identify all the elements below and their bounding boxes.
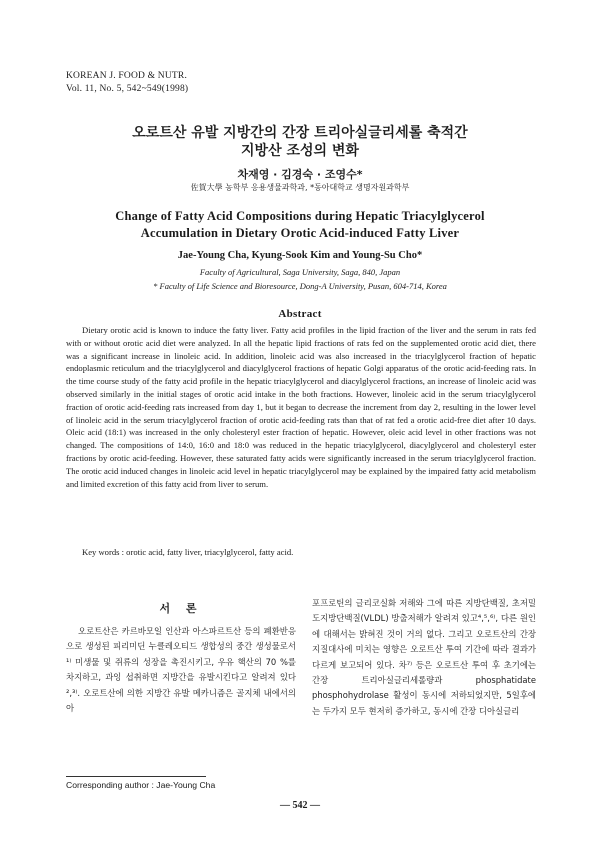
introduction-right-column: 포프로틴의 글리코실화 저해와 그에 따른 지방단백질, 초저밀도지방단백질(VLDL) 방출저해가 알려져 있고⁴,⁵,⁶⁾, 다른 원인에 대해서는 밝혀진 것이 거의 없다. 그리고 오로트산의 간장 지질대사에 미치는 영향은 오로트산 투여 기간에 따라 결과가 다르게 보고되어 있다. 차⁷⁾ 등은 오로트산 투여 후 초기에는 간장 트리아실글리세롤량과 phosphatidate phosphohydrolase 활성이 동시에 저하되었지만, 5일후에는 두가지 모두 현저히 증가하고, 동시에 간장 디아실글리 xyxy=(312,598,536,716)
english-affiliation-2: * Faculty of Life Science and Bioresource, Dong-A University, Pusan, 604-714, Korea xyxy=(153,281,447,291)
korean-authors: 차재영 · 김경숙 · 조영수* xyxy=(237,168,363,181)
introduction-left-column: 오로트산은 카르바모일 인산과 아스파르트산 등의 폐환반응으로 생성된 피리미딘 누클레오티드 생합성의 중간 생성물로서¹⁾ 미생물 및 쥐류의 성장을 촉진시키고, 우유 핵산의 70 %를 차지하고, 과잉 섭취하면 지방간을 유발시킨다고 알려져 있다²,³⁾. 오로트산에 의한 지방간 유발 메카니즘은 골지체 내에서의 아 xyxy=(66,626,296,714)
keywords: Key words : orotic acid, fatty liver, triacylglycerol, fatty acid. xyxy=(82,547,294,557)
journal-header xyxy=(66,70,188,96)
corresponding-author-footnote: Corresponding author : Jae-Young Cha xyxy=(66,780,216,790)
journal-name: KOREAN J. FOOD & NUTR. xyxy=(66,71,188,81)
english-title-line2: Accumulation in Dietary Orotic Acid-induced Fatty Liver xyxy=(140,226,460,240)
korean-affiliation: 佐賀大學 농학부 응용생물과학과, *동아대학교 생명자원과학부 xyxy=(190,183,410,192)
english-title-line1: Change of Fatty Acid Compositions during Hepatic Triacylglycerol xyxy=(115,209,485,223)
korean-title-line2: 지방산 조성의 변화 xyxy=(241,143,359,159)
page-number: — 542 — xyxy=(280,800,320,811)
korean-title-line1: 오로트산 유발 지방간의 간장 트리아실글리세롤 축적간 xyxy=(132,125,468,141)
abstract-text: Dietary orotic acid is known to induce the fatty liver. Fatty acid profiles in the lipid fraction of the liver and the serum in rats fed with or without orotic acid diet were analyzed. In all the hepatic lipid fractions of rats fed on the supplemented orotic acid diet, there was a significant increase in linoleic acid. In addition, linoleic acid was also increased in the triacylglycerol fraction of hepatic endoplasmic reticulum and the triacylglycerol and diacylglycerol fractions of hepatic Golgi apparatus of the orotic acid-feeding rats. In the time course study of the fatty acid profile in the hepatic triacylglycerol and diacylglycerol fractions, an increase of linoleic acid was observed similarly in the initial stages of orotic acid intake in the both fractions. However, linoleic acid in the serum triacylglycerol fraction of orotic acid-feeding rats increased from day 1, but it began to decrease the increment from day 2, resulting in the lower level of linoleic acid in the serum triacylglycerol fraction of orotic acid-feeding rats than that of rat fed a orotic acid-free diet after 10 days. Oleic acid (18:1) was increased in the only cholesteryl ester fraction of hepatic. However, oleic acid level in other fractions was not changed. The compositions of 14:0, 16:0 and 18:0 was reduced in the hepatic triacylglycerol, diacylglycerol and cholesteryl ester fractions by orotic acid-feeding. However, these saturated fatty acids were significantly increased in the serum triacylglycerol fraction. The orotic acid induced changes in linoleic acid level in hepatic triacylglycerol may be explained by the impaired fatty acid metabolism and limited excretion of this fatty acid from liver to serum. xyxy=(66,325,536,489)
footnote-divider xyxy=(66,776,206,777)
english-authors: Jae-Young Cha, Kyung-Sook Kim and Young-Su Cho* xyxy=(177,250,423,261)
abstract-heading: Abstract xyxy=(278,308,322,320)
journal-volume: Vol. 11, No. 5, 542~549(1998) xyxy=(66,84,189,94)
introduction-heading: 서 론 xyxy=(159,602,203,615)
english-affiliation-1: Faculty of Agricultural, Saga University, Saga, 840, Japan xyxy=(199,267,401,277)
